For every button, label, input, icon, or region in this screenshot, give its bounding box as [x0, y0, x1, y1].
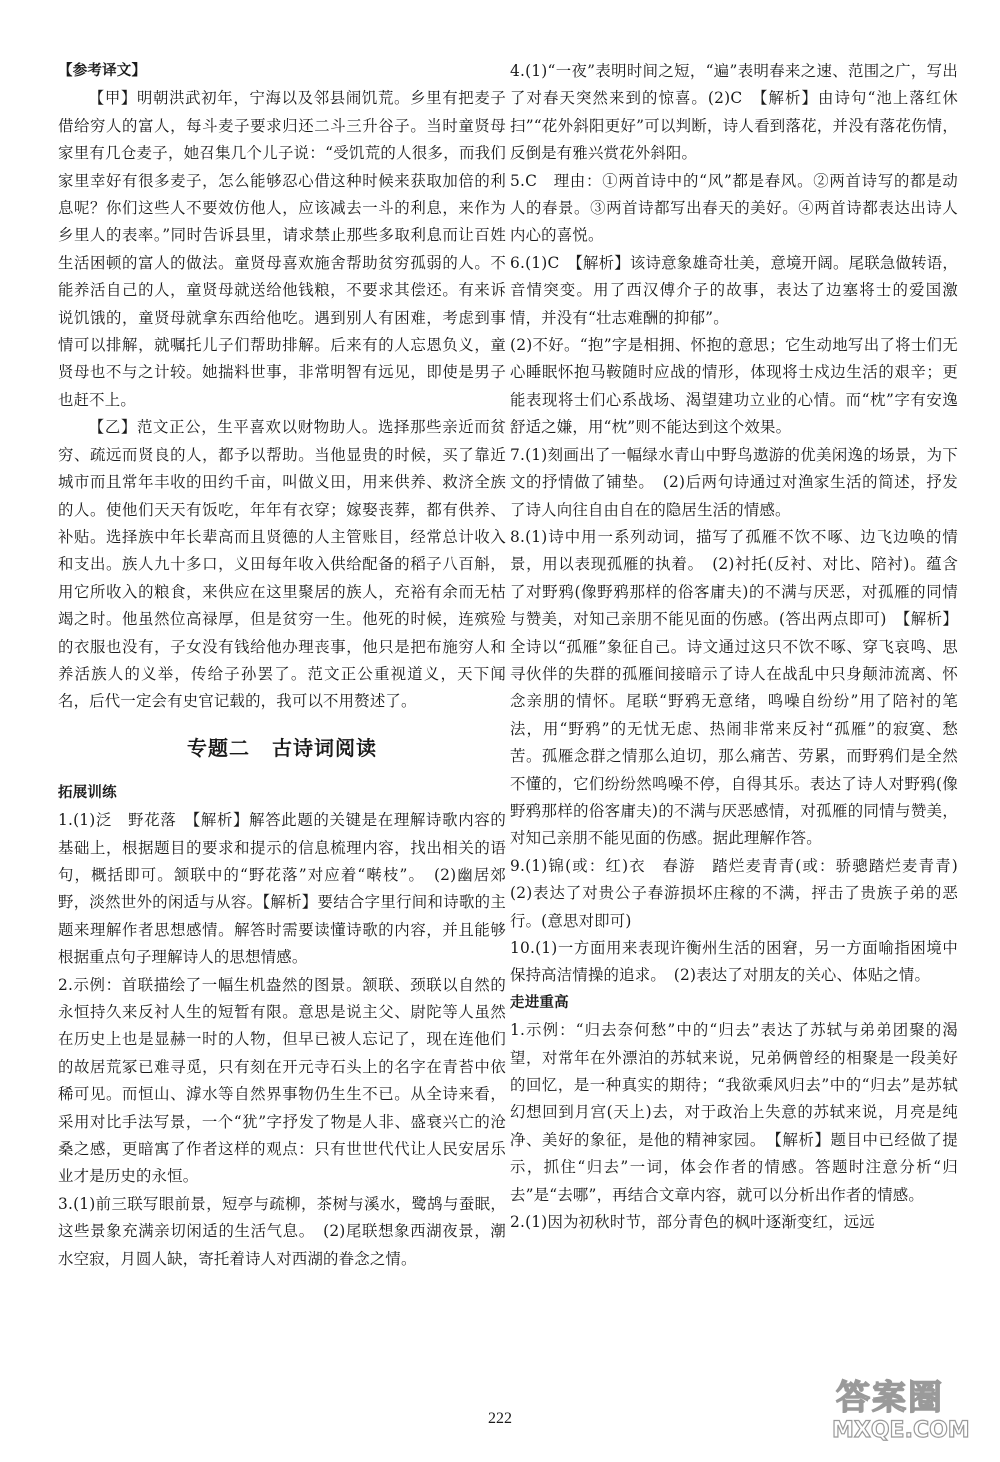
key-high-school-heading: 走进重高 [510, 994, 569, 1011]
answer-5: 5.C 理由：①两首诗中的“风”都是春风。②两首诗写的都是动人的春景。③两首诗都写出春天的美好。④两首诗都表达出诗人内心的喜悦。 [510, 171, 958, 245]
answer-4: 4.(1)“一夜”表明时间之短，“遍”表明春来之速、范围之广，写出了对春天突然来到的惊喜。(2)C 【解析】由诗句“池上落红休扫”“花外斜阳更好”可以判断，诗人看到落花，并没有落花伤情，反倒是有雅兴赏花外斜阳。 [510, 62, 958, 163]
answer-1: 1.(1)泛 野花落 【解析】解答此题的关键是在理解诗歌内容的基础上，根据题目的要求和提示的信息梳理内容，找出相关的语句，概括即可。颔联中的“野花落”对应着“啭枝”。 (2)幽居郊野，淡然世外的闲适与从容。【解析】要结合字里行间和诗歌的主题来理解作者思想感情。解答时需要读懂诗歌的内容，并且能够根据重点句子理解诗人的思想情感。 [58, 811, 506, 967]
answer-3: 3.(1)前三联写眼前景，短亭与疏柳，茶树与溪水，鹭鸪与蚕眠，这些景象充满亲切闲适的生活气息。 (2)尾联想象西湖夜景，潮水空寂，月圆人缺，寄托着诗人对西湖的眷念之情。 [58, 1194, 506, 1268]
key-answer-1: 1.示例：“归去奈何愁”中的“归去”表达了苏轼与弟弟团聚的渴望，对常年在外漂泊的苏轼来说，兄弟俩曾经的相聚是一段美好的回忆，是一种真实的期待；“我欲乘风归去”中的“归去”是苏轼幻想回到月宫(天上)去，对于政治上失意的苏轼来说，月亮是纯净、美好的象征，是他的精神家园。 【解析】题目中已经做了提示，抓住“归去”一词，体会作者的情感。答题时注意分析“归去”是“去哪”，再结合文章内容，就可以分析出作者的情感。 [510, 1021, 958, 1204]
translation-jia: 【甲】明朝洪武初年，宁海以及邻县闹饥荒。乡里有把麦子借给穷人的富人，每斗麦子要求归还二斗三升谷子。当时童贤母家里有几仓麦子，她召集几个儿子说：“受饥荒的人很多，而我们家里幸好有很多麦子，怎么能够忍心借这种时候来获取加倍的利息呢？你们这些人不要效仿他人，应该减去一斗的利息，来作为乡里人的表率。”同时告诉县里，请求禁止那些多取利息而让百姓生活困顿的富人的做法。童贤母喜欢施舍帮助贫穷孤弱的人。不能养活自己的人，童贤母就送给他钱粮，不要求其偿还。有来诉说饥饿的，童贤母就拿东西给他吃。遇到别人有困难，考虑到事情可以排解，就嘱托儿子们帮助排解。后来有的人忘恩负义，童贤母也不与之计较。她揣料世事，非常明智有远见，即使是男子也赶不上。 [58, 89, 506, 409]
expand-training-heading: 拓展训练 [58, 784, 117, 801]
translation-yi: 【乙】范文正公，生平喜欢以财物助人。选择那些亲近而贫穷、疏远而贤良的人，都予以帮助。当他显贵的时候，买了靠近城市而且常年丰收的田约千亩，叫做义田，用来供养、救济全族的人。使他们天天有饭吃，年年有衣穿；嫁娶丧葬，都有供养、补贴。选择族中年长辈高而且贤德的人主管账目，经常总计收入和支出。族人九十多口，义田每年收入供给配备的稻子八百斛，用它所收入的粮食，来供应在这里聚居的族人，充裕有余而无枯竭之时。他虽然位高禄厚，但是贫穷一生。他死的时候，连殡殓的衣服也没有，子女没有钱给他办理丧事，他只是把布施穷人和养活族人的义举，传给子孙罢了。范文正公重视道义，天下闻名，后代一定会有史官记载的，我可以不用赘述了。 [58, 418, 506, 711]
reference-translation-heading: 【参考译文】 [58, 63, 147, 79]
answer-9: 9.(1)锦(或：红)衣 春游 踏烂麦青青(或：骄骢踏烂麦青青) (2)表达了对贵公子春游损坏庄稼的不满，抨击了贵族子弟的恶行。(意思对即可) [510, 856, 974, 930]
answer-7: 7.(1)刻画出了一幅绿水青山中野鸟遨游的优美闲逸的场景，为下文的抒情做了铺垫。 (2)后两句诗通过对渔家生活的简述，抒发了诗人向往自由自在的隐居生活的情感。 [510, 445, 958, 519]
answer-10: 10.(1)一方面用来表现许衡州生活的困窘，另一方面喻指困境中保持高洁情操的追求。 (2)表达了对朋友的关心、体贴之情。 [510, 939, 958, 985]
key-answer-2: 2.(1)因为初秋时节，部分青色的枫叶逐渐变红，远远 [510, 1213, 875, 1232]
left-column [58, 58, 506, 1273]
answer-6-part2: (2)不好。“抱”字是相拥、怀抱的意思；它生动地写出了将士们无心睡眠怀抱马鞍随时应战的情形，体现将士戍边生活的艰辛；更能表现将士们心系战场、渴望建功立业的心情。而“枕”字有安逸舒适之嫌，用“枕”则不能达到这个效果。 [510, 336, 958, 437]
watermark-logo [818, 1368, 988, 1450]
section-title-name: 古诗词阅读 [272, 735, 377, 760]
section-title-number: 专题二 [187, 735, 250, 760]
section-title [58, 734, 506, 762]
right-column [510, 58, 974, 1236]
answer-8: 8.(1)诗中用一系列动词，描写了孤雁不饮不啄、边飞边唤的情景，用以表现孤雁的执着。 (2)衬托(反衬、对比、陪衬)。蕴含了对野鸦(像野鸦那样的俗客庸夫)的不满与厌恶，对孤雁的同情与赞美，对知己亲朋不能见面的伤感。(答出两点即可) 【解析】全诗以“孤雁”象征自己。诗文通过这只不饮不啄、穿飞哀鸣、思寻伙伴的失群的孤雁间接暗示了诗人在战乱中只身颠沛流离、怀念亲朋的情怀。尾联“野鸦无意绪，鸣噪自纷纷”用了陪衬的笔法，用“野鸦”的无忧无虑、热闹非常来反衬“孤雁”的寂寞、愁苦。孤雁念群之情那么迫切，那么痛苦、劳累，而野鸦们是全然不懂的，它们纷纷然鸣噪不停，自得其乐。表达了诗人对野鸦(像野鸦那样的俗客庸夫)的不满与厌恶感情，对孤雁的同情与赞美，对知己亲朋不能见面的伤感。据此理解作答。 [510, 527, 958, 848]
answer-6-part1: 6.(1)C 【解析】该诗意象雄奇壮美，意境开阔。尾联急做转语，音情突变。用了西汉傅介子的故事，表达了边塞将士的爱国激情，并没有“壮志难酬的抑郁”。 [510, 253, 958, 327]
answer-2: 2.示例：首联描绘了一幅生机盎然的图景。颔联、颈联以自然的永恒持久来反衬人生的短暂有限。意思是说主父、尉陀等人虽然在历史上也是显赫一时的人物，但早已被人忘记了，现在连他们的故居荒冢已难寻觅，只有刻在开元寺石头上的名字在青苔中依稀可见。而恒山、滹水等自然界事物仍生生不已。从全诗来看，采用对比手法写景，一个“犹”字抒发了物是人非、盛衰兴亡的沧桑之感，更暗寓了作者这样的观点：只有世世代代让人民安居乐业才是历史的永恒。 [58, 975, 506, 1186]
watermark-cn: 答案圈 [836, 1378, 944, 1418]
watermark-en: MXQE.COM [832, 1418, 970, 1443]
page-number: 222 [488, 1410, 512, 1427]
